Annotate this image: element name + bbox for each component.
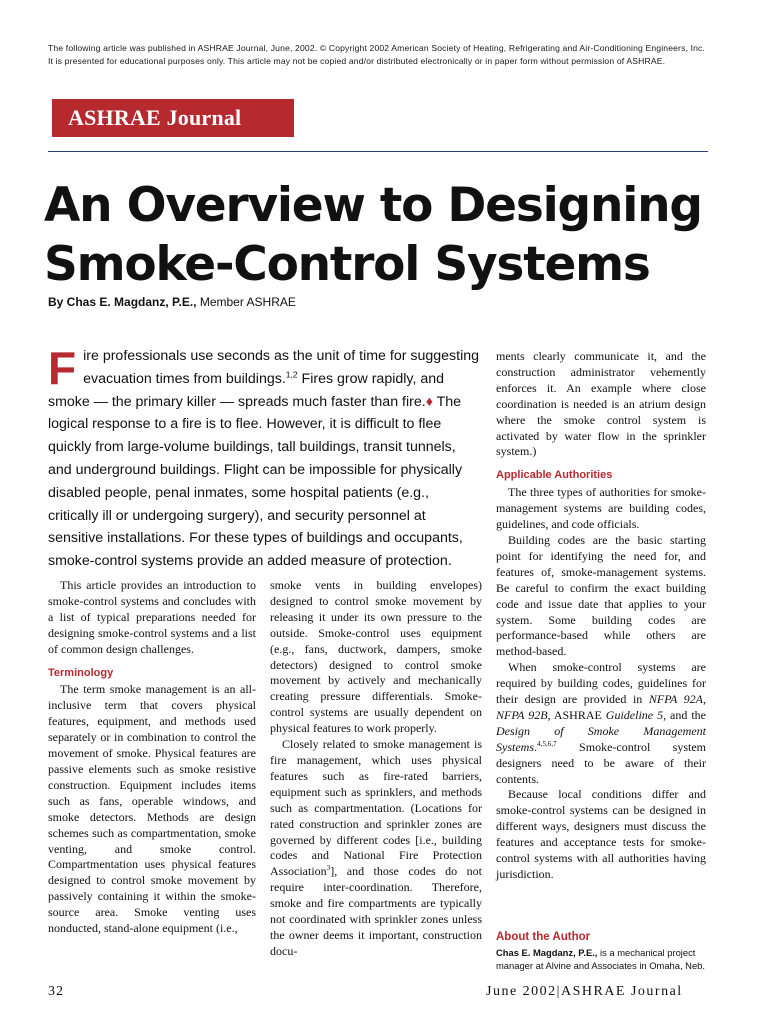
lead-text-3: The logical response to a fire is to flee. However, it is difficult to flee quickly from large-volume buildings, tall buildings, transit tunnels, and underground buildings. Flight can be impossible for physically disabled people, penal inmates, some hospital patients (e.g., critically ill or undergoing surgery), and security personnel at sensitive installations. For these types of buildings and occupants, smoke-control systems provide an added measure of protection. (48, 393, 463, 570)
authorities-paragraph-4: Because local conditions differ and smoke-control systems can be designed in different ways, designers must discuss the features and acceptance tests for smoke-control systems with all authorities having jurisdiction. (496, 787, 706, 881)
header-rule (48, 151, 708, 152)
lead-paragraph (48, 342, 482, 573)
authorities-paragraph-1: The three types of authorities for smoke-management systems are building codes, guidelines, and code officials. (496, 485, 706, 532)
lead-citation: 1,2 (285, 369, 298, 380)
authorities-paragraph-2: Building codes are the basic starting point for identifying the need for, and features of, smoke-management systems. Be careful to confirm the exact building code and issue date that applies to your system. Some building codes are performance-based while others are method-based. (496, 532, 706, 659)
p3-text-b: , (703, 692, 706, 707)
lead-text-2: Fires grow rapidly, and smoke — the primary killer — spreads much faster than fire. (48, 370, 445, 410)
fire-management-text-2: ], and those codes do not require inter-coordination. Therefore, smoke and fire compartments are typically not coordinated with sprinkler zones unless the owner deems it important, construction docu- (270, 864, 482, 958)
p3-text-c: , ASHRAE (547, 707, 606, 722)
author-affiliation: Member ASHRAE (196, 295, 296, 309)
p3-text-d: , and the (663, 707, 706, 722)
p3-text-e: . (534, 739, 537, 754)
p3-text-a: When smoke-control systems are required by building codes, guidelines for their design are provided in (496, 660, 706, 707)
body-column-3 (496, 349, 706, 883)
drop-cap: F (48, 342, 77, 394)
citation-3: 3 (326, 864, 331, 873)
intro-paragraph: This article provides an introduction to smoke-control systems and concludes with a list of typical preparations needed for designing smoke-control systems and a list of common design challenges. (48, 578, 256, 656)
section-heading-authorities: Applicable Authorities (496, 469, 613, 482)
about-author-heading: About the Author (496, 931, 591, 943)
p3-text-f: Smoke-control system designers need to be aware of their contents. (496, 739, 706, 786)
nfpa-92a-ref: NFPA 92A (648, 692, 703, 707)
ashrae-emblem-icon (316, 106, 342, 132)
continued-paragraph-col3: ments clearly communicate it, and the construction administrator vehemently enforces it. An example where close coordination is needed is an atrium design where the smoke control system is activated by water flow in the sprinkler system.) (496, 349, 706, 459)
journal-logo (52, 99, 294, 137)
running-footer: June 2002|ASHRAE Journal (486, 984, 683, 999)
about-author-bio: is a mechanical project manager at Alvine and Associates in Omaha, Neb. (496, 947, 705, 971)
page-number: 32 (48, 984, 64, 999)
about-author-text (496, 946, 710, 972)
byline (48, 295, 296, 309)
design-manual-ref: Design of Smoke Management Systems (496, 723, 706, 754)
body-column-2 (270, 578, 482, 960)
nfpa-92b-ref: NFPA 92B (496, 707, 548, 722)
citation-4-7: 4,5,6,7 (537, 739, 557, 748)
body-column-1 (48, 578, 256, 937)
author-name: By Chas E. Magdanz, P.E., (48, 295, 197, 309)
article-title: An Overview to Designing Smoke-Control Systems (44, 178, 702, 292)
diamond-icon: ♦ (425, 393, 433, 410)
fire-management-paragraph (270, 737, 482, 960)
section-heading-terminology: Terminology (48, 666, 114, 679)
continued-paragraph: smoke vents in building envelopes) designed to control smoke movement by releasing it under its own pressure to the outside. Smoke-control uses equipment (e.g., fans, ductwork, dampers, smoke detectors) designed to control smoke movement by actively and mechanically creating pressure differentials. Smoke-control systems are usually dependent on physical features to work properly. (270, 578, 482, 736)
logo-text: ASHRAE Journal (68, 105, 242, 130)
authorities-paragraph-3 (496, 660, 706, 787)
fire-management-text-1: Closely related to smoke management is fire management, which uses physical features such as fire-rated barriers, equipment such as sprinklers, and methods such as compartmentation. (Locations for rated construction and sprinkler zones are governed by different codes [i.e., building codes and National Fire Protection Association (270, 737, 482, 879)
lead-text-1: ire professionals use seconds as the unit of time for suggesting evacuation times from buildings. (83, 348, 480, 387)
guideline-5-ref: Guideline 5 (605, 707, 664, 722)
about-author-name: Chas E. Magdanz, P.E., (496, 947, 598, 958)
copyright-notice: The following article was published in ASHRAE Journal, June, 2002. © Copyright 2002 American Society of Heating, Refrigerating and Air-Conditioning Engineers, Inc. It is presented for educational purposes only. This article may not be copied and/or distributed electronically or in paper form without permission of ASHRAE. (48, 43, 706, 66)
terminology-paragraph: The term smoke management is an all-inclusive term that covers physical features, equipment, and methods used separately or in combination to control the movement of smoke. Physical features are passive elements such as smoke resistive construction. Equipment includes items such as fans, operable windows, and smoke detectors. Methods are design schemes such as compartmentation, smoke venting, and smoke control. Compartmentation uses physical features designed to control smoke movement by passively containing it within the smoke-source area. Smoke venting uses nonducted, stand-alone equipment (i.e., (48, 682, 256, 936)
